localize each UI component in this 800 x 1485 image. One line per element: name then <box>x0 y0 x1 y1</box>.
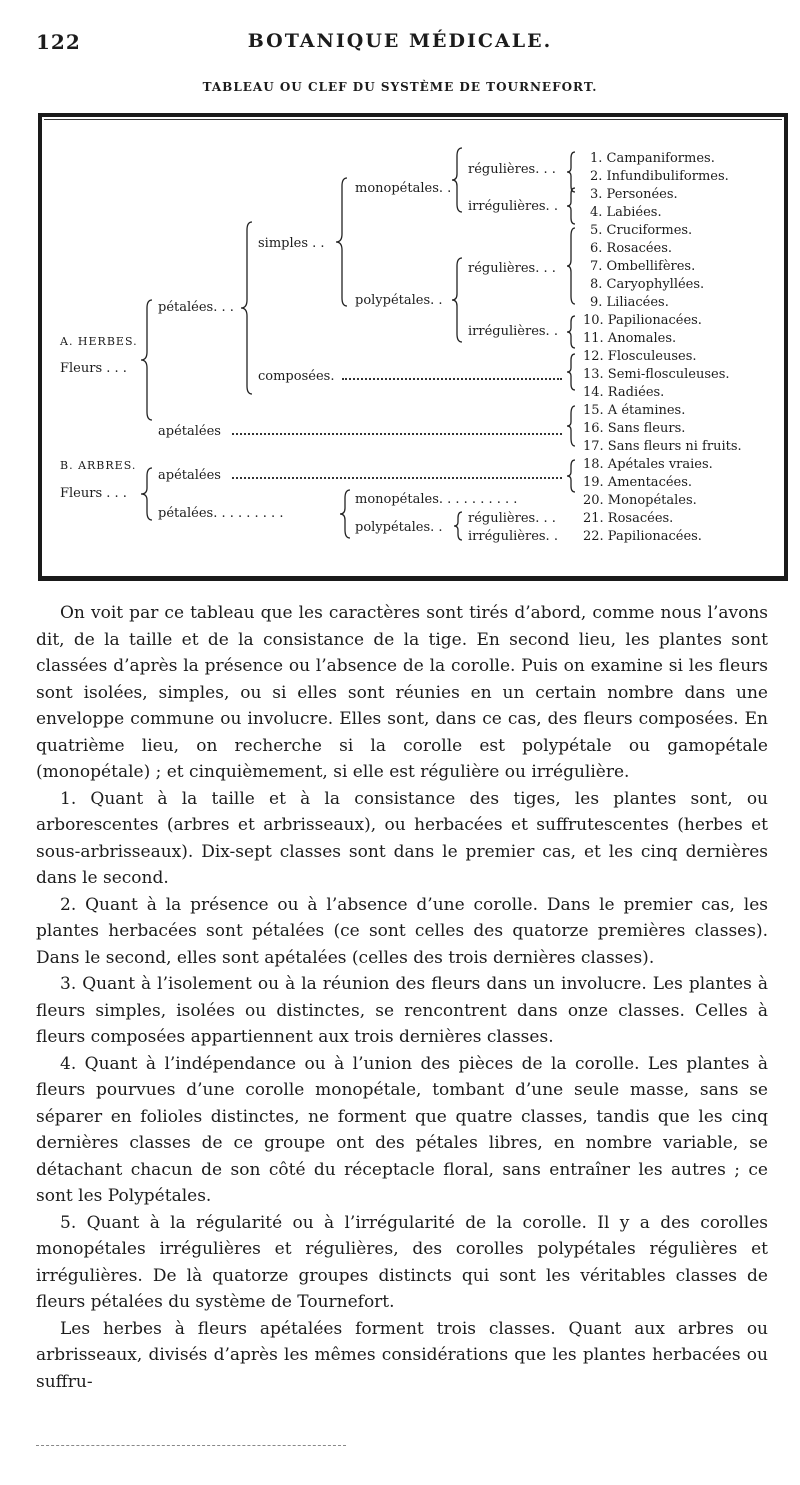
label-irreguliere-1: irrégulières. . <box>468 199 558 214</box>
label-monopetales-b: monopétales. . . . . . . . . . <box>355 492 518 507</box>
label-irreguliere-2: irrégulières. . <box>468 324 558 339</box>
dots-apetalees-b <box>232 477 562 481</box>
table-title: TABLEAU OU CLEF DU SYSTÈME DE TOURNEFORT. <box>202 80 598 94</box>
class-8: 8. Caryophyllées. <box>590 277 705 292</box>
label-polypetales-b: polypétales. . <box>355 520 443 535</box>
class-3: 3. Personées. <box>590 187 678 202</box>
label-monopetales: monopétales. . <box>355 181 452 196</box>
class-5: 5. Cruciformes. <box>590 223 693 238</box>
paragraph: Les herbes à fleurs apétalées forment trois classes. Quant aux arbres ou arbrisseaux, divisés d’après les mêmes considérations que les plantes herbacées ou suffru- <box>36 1318 768 1392</box>
class-16: 16. Sans fleurs. <box>583 421 686 436</box>
class-7: 7. Ombellifères. <box>590 259 696 274</box>
paragraph: 2. Quant à la présence ou à l’absence d’une corolle. Dans le premier cas, les plantes herbacées sont pétalées (ce sont celles des quatorze premières classes). Dans le second, elles sont apétalées (celles des trois dernières classes). <box>36 894 768 968</box>
paragraph: 4. Quant à l’indépendance ou à l’union des pièces de la corolle. Les plantes à fleurs pourvues d’une corolle monopétale, tombant d’une seule masse, sans se séparer en folioles distinctes, ne forment que quatre classes, tandis que les cinq dernières classes de ce groupe ont des pétales libres, en nombre variable, se détachant chacun de son côté du réceptacle floral, sans entraîner les autres ; ce sont les Polypétales. <box>36 1053 768 1206</box>
running-head: BOTANIQUE MÉDICALE. <box>247 30 553 52</box>
class-12: 12. Flosculeuses. <box>583 349 697 364</box>
class-2: 2. Infundibuliformes. <box>590 169 729 184</box>
class-9: 9. Liliacées. <box>590 295 669 310</box>
dots-apetalees-a <box>232 433 562 437</box>
label-petalees-b: pétalées. . . . . . . . . <box>158 506 284 521</box>
label-composees: composées. <box>258 369 335 384</box>
paragraph: 5. Quant à la régularité ou à l’irrégularité de la corolle. Il y a des corolles monopétales irrégulières et régulières, des corolles polypétales régulières et irrégulières. De là quatorze groupes distincts qui sont les véritables classes de fleurs pétalées du système de Tournefort. <box>36 1212 768 1312</box>
label-petalees-a: pétalées. . . <box>158 300 234 315</box>
paragraph: On voit par ce tableau que les caractères sont tirés d’abord, comme nous l’avons dit, de la taille et de la consistance de la tige. En second lieu, les plantes sont classées d’après la présence ou l’absence de la corolle. Puis on examine si les fleurs sont isolées, simples, ou si elles sont réunies en un certain nombre dans une enveloppe commune ou involucre. Elles sont, dans ce cas, des fleurs composées. En quatrième lieu, on recherche si la corolle est polypétale ou gamopétale (monopétale) ; et cinquièmement, si elle est régulière ou irrégulière. <box>36 603 768 782</box>
dots-composees <box>342 378 562 382</box>
label-herbes: A. HERBES. <box>60 335 138 348</box>
label-reguliere-2: régulières. . . <box>468 261 556 276</box>
body-text <box>36 600 768 1395</box>
table-inner-rule <box>44 119 782 120</box>
class-22: 22. Papilionacées. <box>583 529 702 544</box>
class-19: 19. Amentacées. <box>583 475 693 490</box>
label-irreguliere-3: irrégulières. . <box>468 529 558 544</box>
class-14: 14. Radiées. <box>583 385 665 400</box>
label-apetalees-b: apétalées <box>158 468 221 483</box>
label-fleurs-b: Fleurs . . . <box>60 486 127 501</box>
paragraph: 3. Quant à l’isolement ou à la réunion des fleurs dans un involucre. Les plantes à fleurs simples, isolées ou distinctes, se rencontrent dans onze classes. Celles à fleurs composées appartiennent aux trois dernières classes. <box>36 974 768 1047</box>
label-polypetales: polypétales. . <box>355 293 443 308</box>
label-arbres: B. ARBRES. <box>60 459 137 472</box>
class-18: 18. Apétales vraies. <box>583 457 713 472</box>
class-1: 1. Campaniformes. <box>590 151 715 166</box>
label-reguliere-1: régulières. . . <box>468 162 556 177</box>
class-21: 21. Rosacées. <box>583 511 674 526</box>
label-simples: simples . . <box>258 236 325 251</box>
footer-rule <box>36 1445 346 1446</box>
class-4: 4. Labiées. <box>590 205 662 220</box>
class-11: 11. Anomales. <box>583 331 677 346</box>
page-number: 122 <box>36 30 81 54</box>
class-10: 10. Papilionacées. <box>583 313 702 328</box>
label-fleurs-a: Fleurs . . . <box>60 361 127 376</box>
label-reguliere-3: régulières. . . <box>468 511 556 526</box>
class-13: 13. Semi-flosculeuses. <box>583 367 730 382</box>
class-20: 20. Monopétales. <box>583 493 697 508</box>
class-15: 15. A étamines. <box>583 403 686 418</box>
label-apetalees-a: apétalées <box>158 424 221 439</box>
class-17: 17. Sans fleurs ni fruits. <box>583 439 742 454</box>
class-6: 6. Rosacées. <box>590 241 673 256</box>
paragraph: 1. Quant à la taille et à la consistance des tiges, les plantes sont, ou arborescentes (arbres et arbrisseaux), ou herbacées et suffrutescentes (herbes et sous-arbrisseaux). Dix-sept classes sont dans le premier cas, et les cinq dernières dans le second. <box>36 788 768 888</box>
